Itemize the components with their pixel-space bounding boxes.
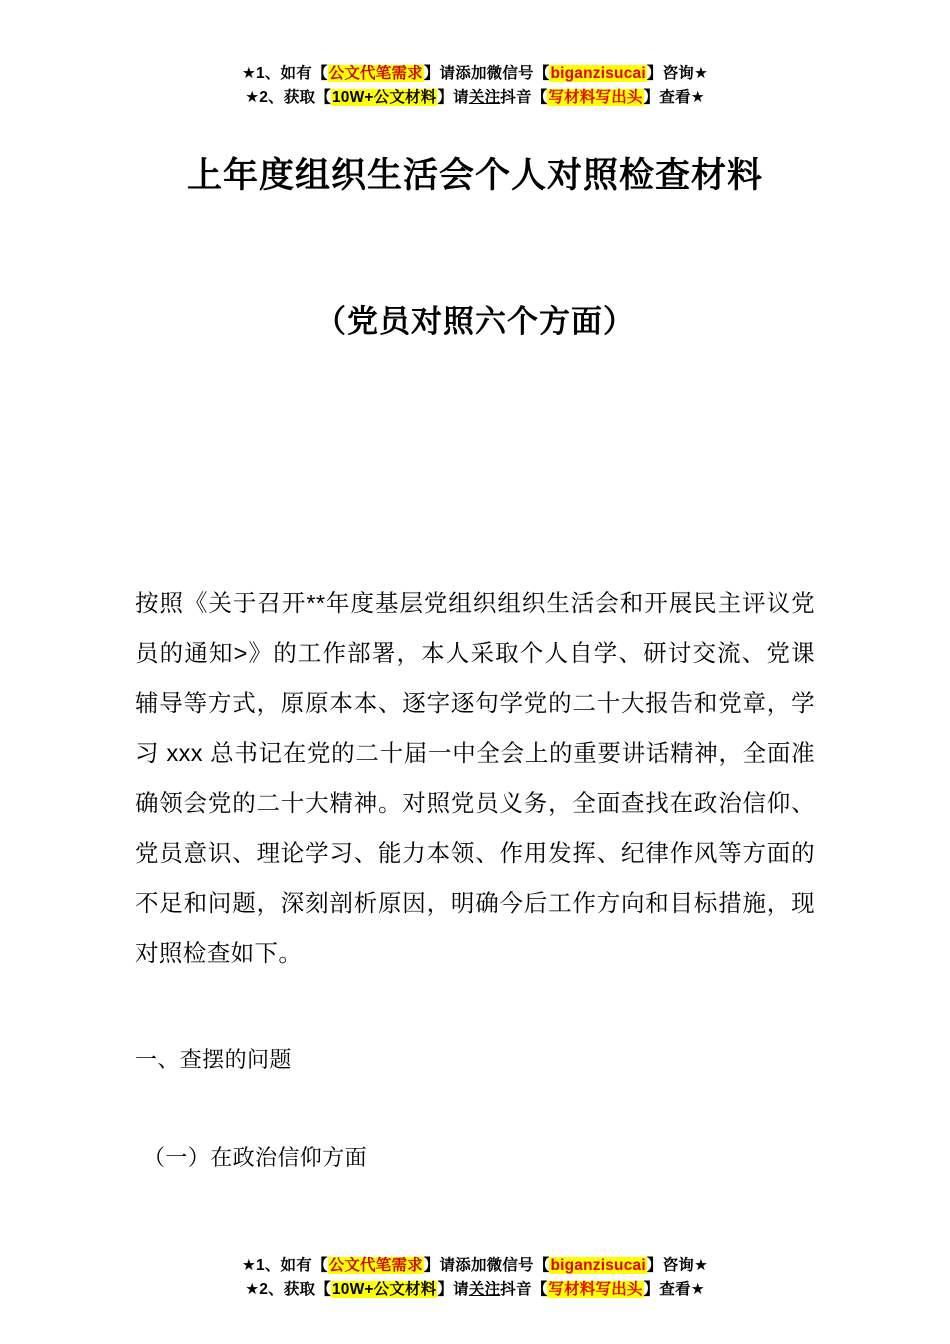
promo-tag-douyin: 写材料写出头 [548,1280,643,1298]
body-paragraph-1: 按照《关于召开**年度基层党组织组织生活会和开展民主评议党员的通知>》的工作部署，本人采取个人自学、研讨交流、党课辅导等方式，原原本本、逐字逐句学党的二十大报告和党章，学习 xxx 总书记在党的二十届一中全会上的重要讲话精神，全面准确领会党的二十大精神。对照党员义务，全面查找在政治信仰、党员意识、理论学习、能力本领、作用发挥、纪律作风等方面的不足和问题，深刻剖析原因，明确今后工作方向和目标措施，现对照检查如下。 [135,590,815,966]
promo-line2-mid-underline: 关注 [468,89,501,107]
promo-line2-tail: 查看★ [659,89,705,107]
promo-line2-mid2: 抖音 [500,1280,532,1298]
bracket-close: 】 [423,1256,440,1274]
promo-line-2 [0,1278,950,1302]
promo-line2-mid: 请 [453,89,469,107]
promo-banner-bottom [0,1254,950,1302]
promo-line1-lead: ★1、如有 [241,1256,312,1274]
bracket-open: 【 [533,1256,550,1274]
bracket-close: 】 [643,89,660,107]
promo-line2-tail: 查看★ [659,1280,705,1298]
promo-tag-douyin: 写材料写出头 [548,89,643,107]
promo-line2-mid: 请 [453,1280,469,1298]
bracket-close: 】 [423,65,440,82]
promo-tag-materials: 10W+公文材料 [331,89,437,107]
promo-line2-mid2: 抖音 [500,89,532,107]
promo-line1-mid: 请添加微信号 [439,65,534,82]
bracket-open: 【 [311,65,328,82]
promo-line-1 [0,62,950,86]
bracket-open: 【 [533,65,550,82]
bracket-open: 【 [315,1280,331,1298]
bracket-close: 】 [646,65,663,82]
section-heading-1: 一、查摆的问题 [135,1047,292,1072]
promo-banner-top [0,62,950,110]
promo-tag-wechat-id: biganzisucai [550,65,646,82]
promo-line1-tail: 咨询★ [662,65,709,82]
bracket-close: 】 [437,1280,454,1298]
promo-line2-mid-underline: 关注 [468,1280,501,1298]
page-subtitle: （党员对照六个方面） [315,304,635,339]
promo-line-1 [0,1254,950,1278]
bracket-open: 【 [531,1280,548,1298]
document-body [135,578,815,1178]
bracket-open: 【 [311,1256,328,1274]
bracket-close: 】 [643,1280,660,1298]
bracket-open: 【 [315,89,331,107]
promo-tag-wechat-id: biganzisucai [550,1256,646,1274]
promo-line2-lead: ★2、获取 [245,89,316,107]
promo-line1-tail: 咨询★ [662,1256,709,1274]
promo-line1-lead: ★1、如有 [241,65,312,82]
bracket-close: 】 [437,89,454,107]
bracket-close: 】 [646,1256,663,1274]
promo-tag-daibi: 公文代笔需求 [328,65,423,82]
promo-tag-materials: 10W+公文材料 [331,1280,437,1298]
promo-line1-mid: 请添加微信号 [439,1256,534,1274]
promo-line-2 [0,86,950,110]
section-heading-2: （一）在政治信仰方面 [143,1145,368,1170]
bracket-open: 【 [531,89,548,107]
page-title: 上年度组织生活会个人对照检查材料 [186,156,763,195]
promo-line2-lead: ★2、获取 [245,1280,316,1298]
promo-tag-daibi: 公文代笔需求 [328,1256,423,1274]
